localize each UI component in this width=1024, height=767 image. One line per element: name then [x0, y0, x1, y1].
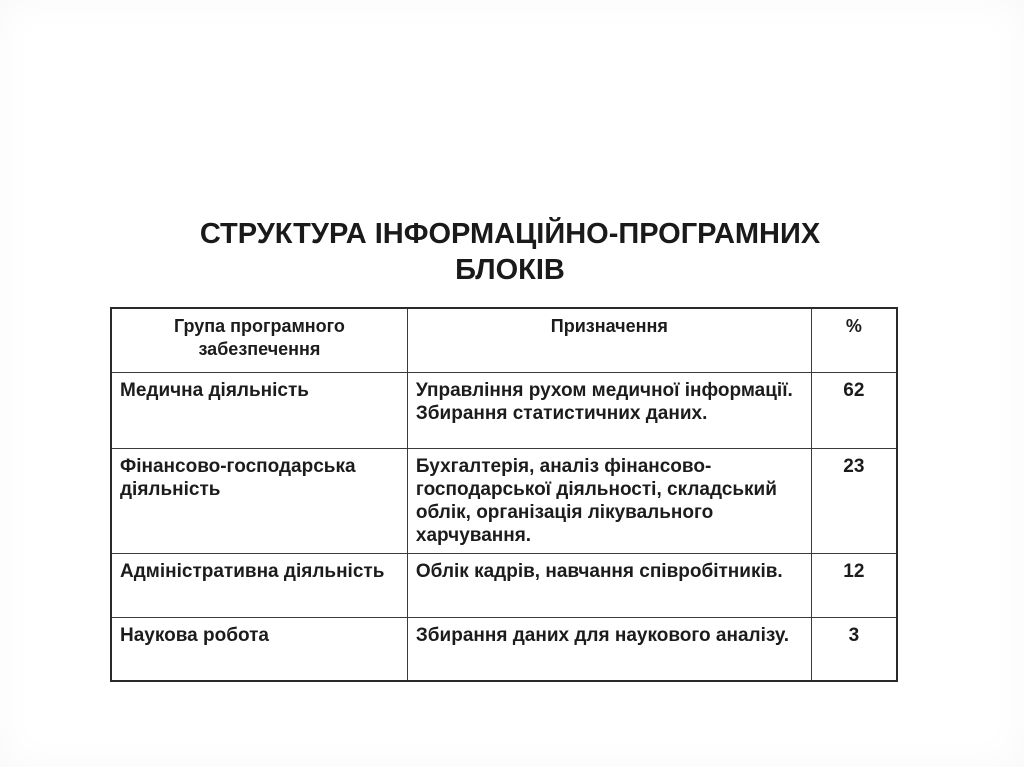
title-line-2: БЛОКІВ — [455, 254, 565, 286]
row-purpose: Облік кадрів, навчання співробітників. — [407, 553, 811, 617]
title-line-1: СТРУКТУРА ІНФОРМАЦІЙНО-ПРОГРАМНИХ — [199, 218, 821, 250]
table-row — [111, 617, 897, 681]
row-percent: 12 — [811, 553, 897, 617]
row-purpose: Збирання даних для наукового аналізу. — [407, 617, 811, 681]
row-group: Наукова робота — [111, 617, 407, 681]
header-percent: % — [811, 308, 897, 372]
row-purpose: Управління рухом медичної інформації. Збирання статистичних даних. — [407, 372, 811, 448]
row-group: Фінансово-господарська діяльність — [111, 448, 407, 553]
table-row — [111, 448, 897, 553]
row-group: Адміністративна діяльність — [111, 553, 407, 617]
row-percent: 23 — [811, 448, 897, 553]
table-header-row — [111, 308, 897, 372]
row-purpose: Бухгалтерія, аналіз фінансово-господарської діяльності, складський облік, організація лікувального харчування. — [407, 448, 811, 553]
software-structure-table — [110, 307, 898, 682]
header-purpose: Призначення — [407, 308, 811, 372]
row-percent: 3 — [811, 617, 897, 681]
header-group: Група програмного забезпечення — [111, 308, 407, 372]
table-row — [111, 553, 897, 617]
row-percent: 62 — [811, 372, 897, 448]
slide-title — [100, 216, 920, 288]
row-group: Медична діяльність — [111, 372, 407, 448]
table-row — [111, 372, 897, 448]
